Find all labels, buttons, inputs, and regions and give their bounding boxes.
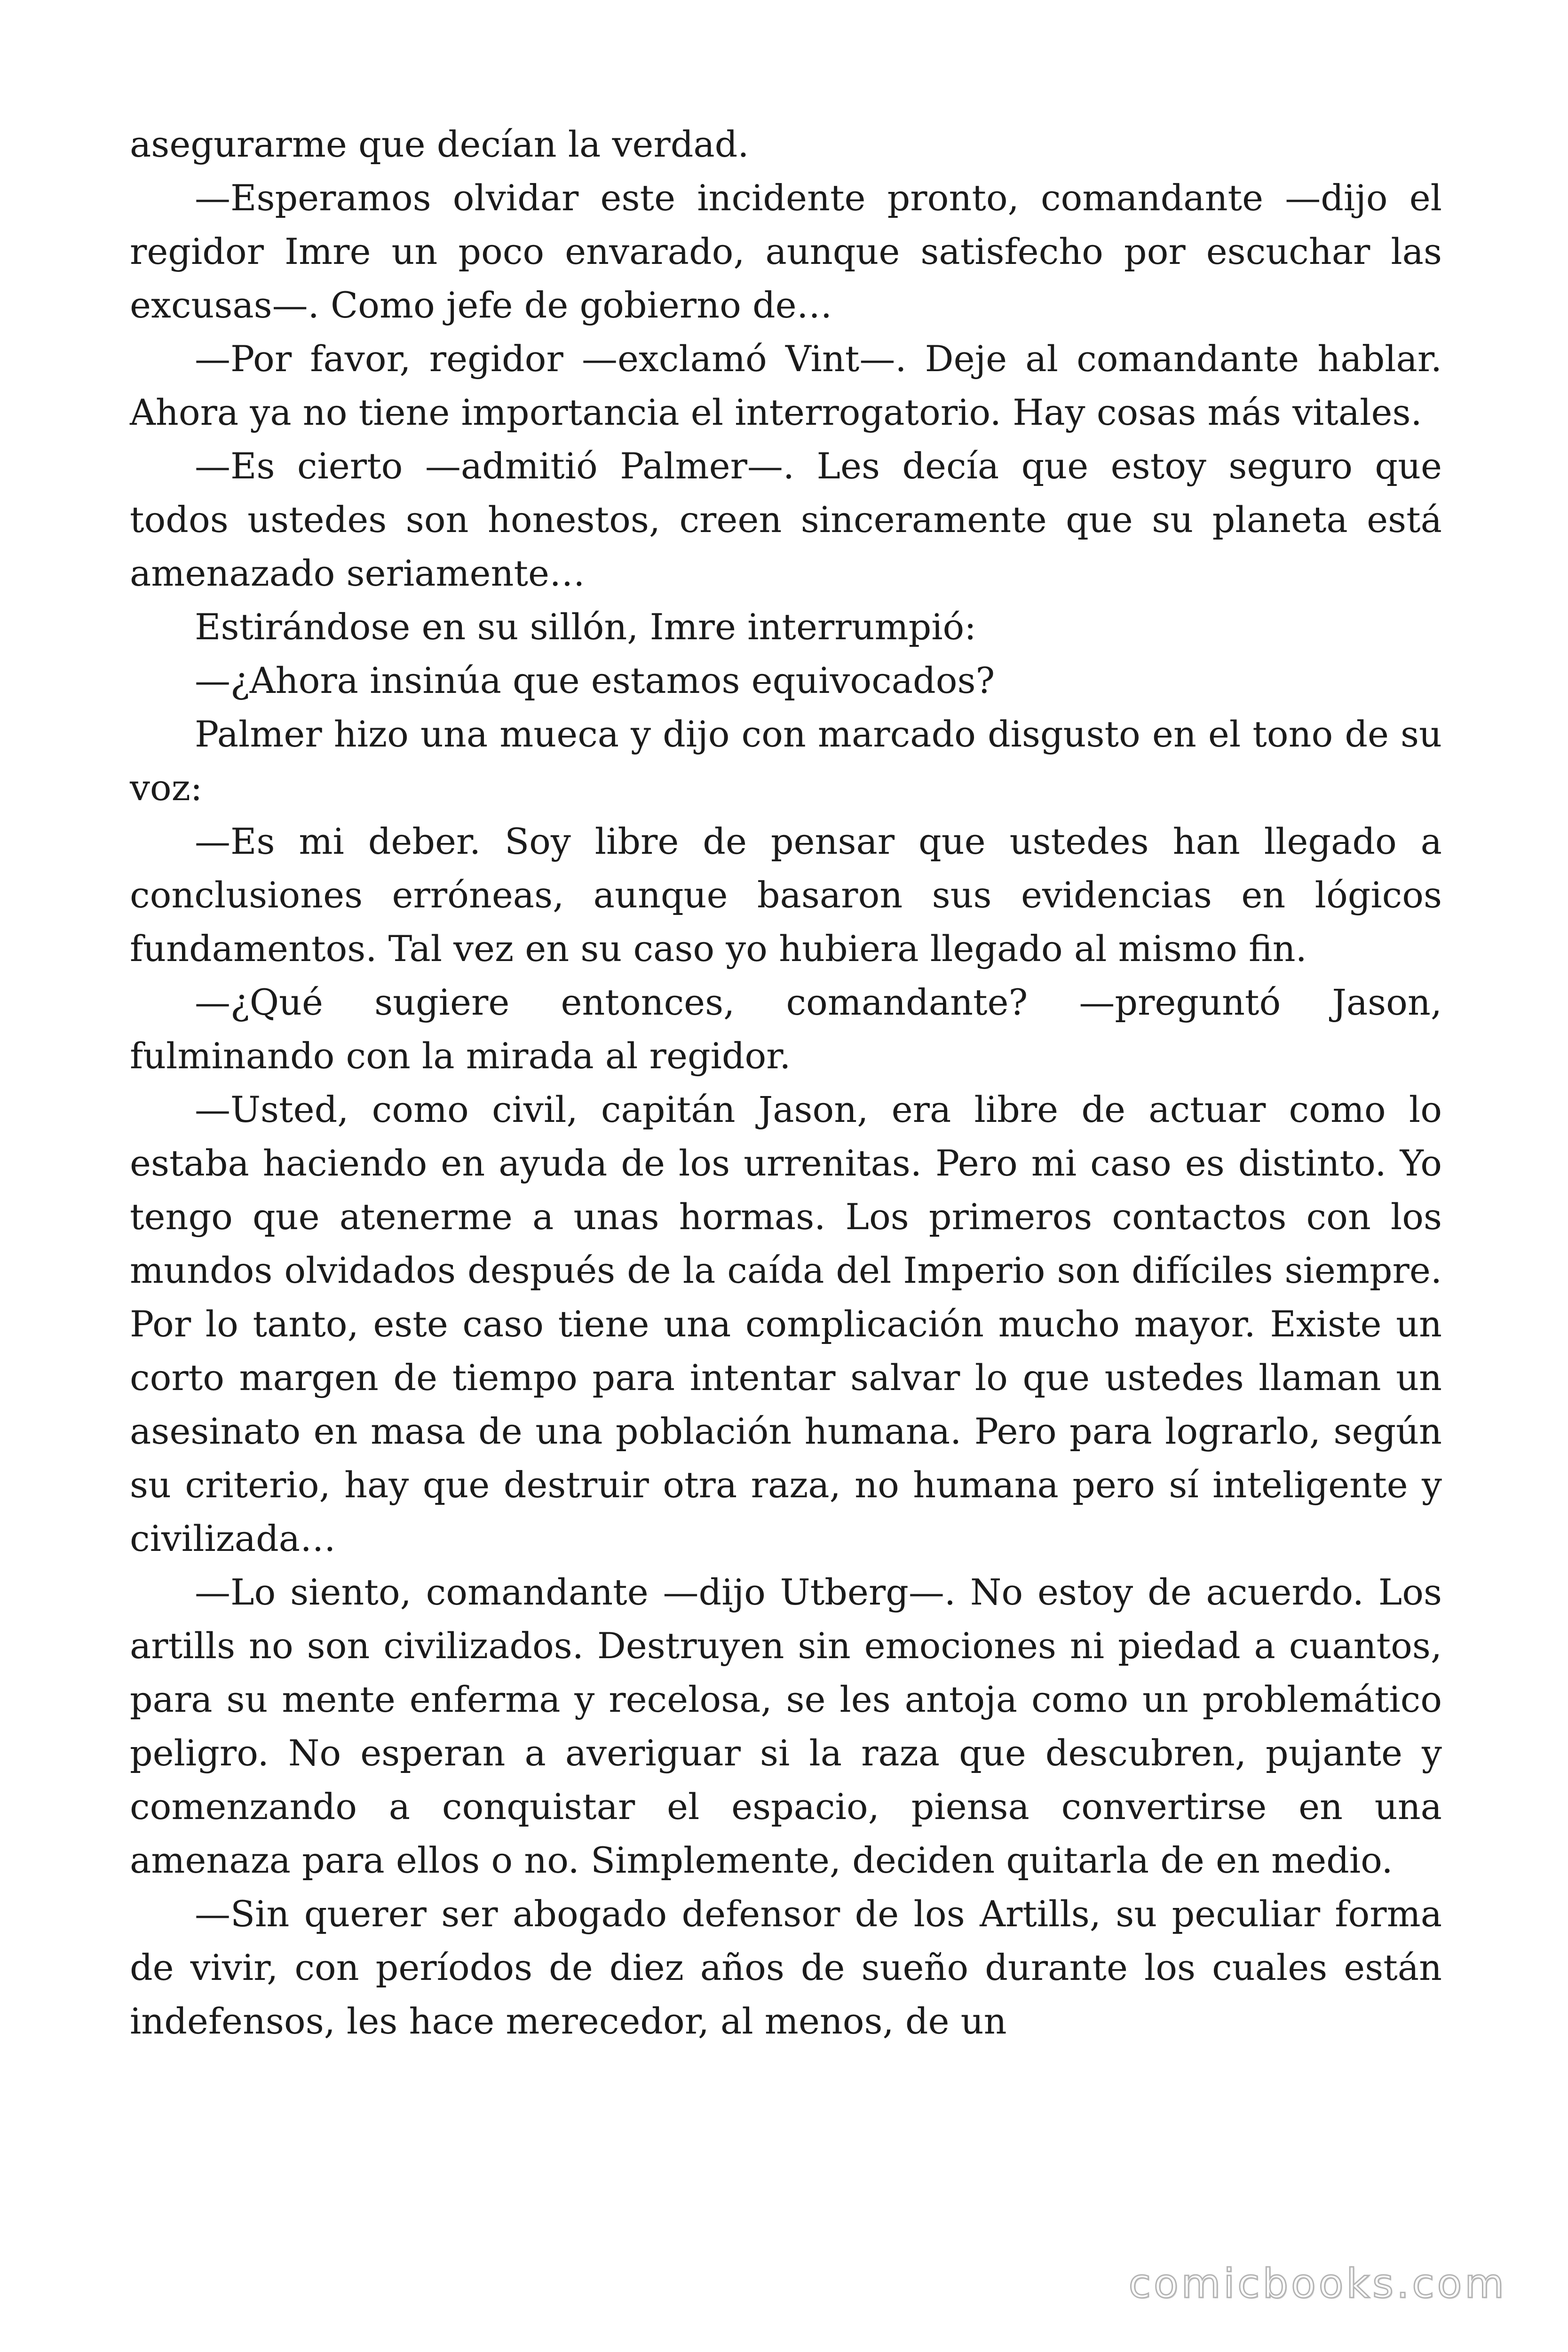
paragraph: —Es mi deber. Soy libre de pensar que ustedes han llegado a conclusiones erróneas, aunque basaron sus evidencias en lógicos fundamentos. Tal vez en su caso yo hubiera llegado al mismo fin. [130,820,1442,969]
paragraph: —¿Qué sugiere entonces, comandante? —preguntó Jason, fulminando con la mirada al regidor. [130,981,1442,1077]
book-page-text [130,118,1442,2048]
paragraph: asegurarme que decían la verdad. [130,123,749,165]
paragraph: —Lo siento, comandante —dijo Utberg—. No estoy de acuerdo. Los artills no son civilizados. Destruyen sin emociones ni piedad a cuantos, para su mente enferma y recelosa, se les antoja como un problemático peligro. No esperan a averiguar si la raza que descubren, pujante y comenzando a conquistar el espacio, piensa convertirse en una amenaza para ellos o no. Simplemente, deciden quitarla de en medio. [130,1571,1442,1881]
paragraph: —Por favor, regidor —exclamó Vint—. Deje al comandante hablar. Ahora ya no tiene importancia el interrogatorio. Hay cosas más vitales. [130,338,1442,433]
watermark: comicbooks.com [1128,2260,1507,2307]
paragraph: —¿Ahora insinúa que estamos equivocados? [195,660,995,701]
paragraph: —Sin querer ser abogado defensor de los Artills, su peculiar forma de vivir, con períodos de diez años de sueño durante los cuales están indefensos, les hace merecedor, al menos, de un [130,1893,1442,2042]
paragraph: Estirándose en su sillón, Imre interrumpió: [195,606,976,648]
paragraph: —Es cierto —admitió Palmer—. Les decía que estoy seguro que todos ustedes son honestos, creen sinceramente que su planeta está amenazado seriamente… [130,445,1442,594]
paragraph: Palmer hizo una mueca y dijo con marcado disgusto en el tono de su voz: [130,713,1442,809]
paragraph: —Esperamos olvidar este incidente pronto, comandante —dijo el regidor Imre un poco envarado, aunque satisfecho por escuchar las excusas—. Como jefe de gobierno de… [130,177,1442,326]
paragraph: —Usted, como civil, capitán Jason, era libre de actuar como lo estaba haciendo en ayuda de los urrenitas. Pero mi caso es distinto. Yo tengo que atenerme a unas hormas. Los primeros contactos con los mundos olvidados después de la caída del Imperio son difíciles siempre. Por lo tanto, este caso tiene una complicación mucho mayor. Existe un corto margen de tiempo para intentar salvar lo que ustedes llaman un asesinato en masa de una población humana. Pero para lograrlo, según su criterio, hay que destruir otra raza, no humana pero sí inteligente y civilizada… [130,1089,1442,1559]
